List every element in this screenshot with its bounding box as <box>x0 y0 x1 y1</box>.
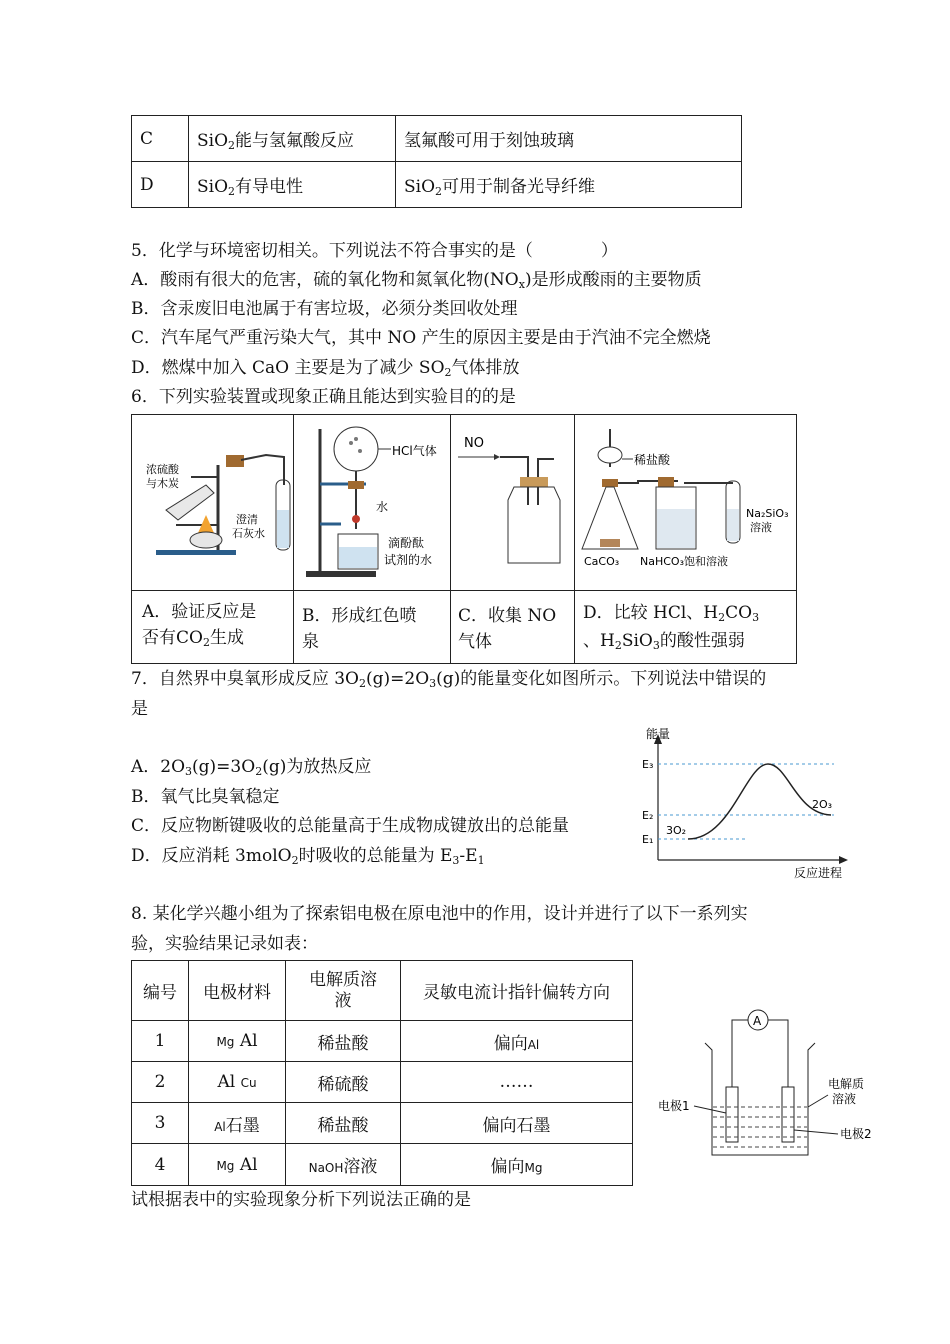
header-electrode: 电极材料 <box>189 961 286 1021</box>
row-electrodes: Mg Al <box>189 1144 286 1186</box>
electrolyte-label-1: 电解质 <box>828 1077 865 1091</box>
row-direction: 偏向石墨 <box>401 1103 633 1144</box>
e2-label: E₂ <box>642 809 654 822</box>
product-label: 2O₃ <box>812 798 833 811</box>
statement-cell: SiO$_2$能与氢氟酸反应 <box>189 116 396 162</box>
electrode-1-label: 电极1 <box>658 1099 690 1113</box>
label-conc-sulfuric: 浓硫酸 <box>146 463 179 476</box>
q7-option-a: A．$2O_3(g)=3O_2(g)$为放热反应 <box>131 757 372 778</box>
q5-option-b: B．含汞废旧电池属于有害垃圾，必须分类回收处理 <box>131 299 518 319</box>
q7-option-b: B．氧气比臭氧稳定 <box>131 787 280 807</box>
q7-option-c: C．反应物断键吸收的总能量高于生成物成键放出的总能量 <box>131 816 570 836</box>
figure-c-apparatus <box>454 425 572 585</box>
row-electrodes: Mg Al <box>189 1021 286 1062</box>
header-electrolyte: 电解质溶 液 <box>286 961 401 1021</box>
row-solution: 稀硫酸 <box>286 1062 401 1103</box>
row-num: 3 <box>132 1103 189 1144</box>
q8-results-table <box>131 960 633 1186</box>
energy-diagram <box>636 722 850 882</box>
q6-option-b: B．形成红色喷 泉 <box>302 606 417 652</box>
row-direction: …… <box>401 1062 633 1103</box>
ammeter-label: A <box>753 1014 762 1028</box>
energy-curve <box>688 764 831 839</box>
top-table <box>131 115 742 208</box>
header-direction: 灵敏电流计指针偏转方向 <box>401 961 633 1021</box>
table-row <box>132 1144 633 1186</box>
table-header-row <box>132 961 633 1021</box>
use-cell: SiO$_2$可用于制备光导纤维 <box>396 162 742 208</box>
label-dilute-hcl: 稀盐酸 <box>634 453 671 467</box>
row-label: C <box>132 116 189 162</box>
table-row <box>132 162 742 208</box>
electrode-2-label: 电极2 <box>840 1127 872 1141</box>
electrolyte-label-2: 溶液 <box>832 1092 857 1106</box>
figure-d-apparatus <box>578 419 794 587</box>
q6-stem: 6．下列实验装置或现象正确且能达到实验目的的是 <box>131 387 516 407</box>
label-na2sio3: Na₂SiO₃ <box>746 507 789 520</box>
row-electrodes: Al Cu <box>189 1062 286 1103</box>
table-row <box>132 1103 633 1144</box>
electrode-1 <box>726 1087 738 1142</box>
use-cell: 氢氟酸可用于刻蚀玻璃 <box>396 116 742 162</box>
label-reagent-water: 试剂的水 <box>384 553 433 567</box>
label-phenolphthalein: 滴酚酞 <box>388 536 425 550</box>
table-row <box>132 1021 633 1062</box>
q6-apparatus-table <box>131 414 797 664</box>
label-caco3: CaCO₃ <box>584 555 620 568</box>
q7-option-d: D．反应消耗 3molO$_2$时吸收的总能量为 $E_3-E_1$ <box>131 846 485 867</box>
label-solution: 溶液 <box>750 521 772 534</box>
label-limewater: 石灰水 <box>232 527 265 540</box>
label-nahco3: NaHCO₃饱和溶液 <box>640 555 728 568</box>
q5-option-c: C．汽车尾气严重污染大气，其中 NO 产生的原因主要是由于汽油不完全燃烧 <box>131 328 711 348</box>
row-electrodes: Al石墨 <box>189 1103 286 1144</box>
figure-b-apparatus <box>296 419 448 587</box>
q7-stem-line2: 是 <box>131 699 148 719</box>
galvanic-cell-diagram <box>650 995 880 1170</box>
header-num: 编号 <box>132 961 189 1021</box>
label-no: NO <box>464 436 484 451</box>
row-num: 1 <box>132 1021 189 1062</box>
row-num: 2 <box>132 1062 189 1103</box>
reactant-label: 3O₂ <box>666 824 687 837</box>
statement-cell: SiO$_2$有导电性 <box>189 162 396 208</box>
e1-label: E₁ <box>642 833 654 846</box>
row-solution: 稀盐酸 <box>286 1103 401 1144</box>
q8-stem-line1: 8. 某化学兴趣小组为了探索铝电极在原电池中的作用，设计并进行了以下一系列实 <box>131 904 748 924</box>
q5-option-d: D．燃煤中加入 CaO 主要是为了减少 $SO_2$气体排放 <box>131 358 520 379</box>
x-axis-label: 反应进程 <box>794 866 843 880</box>
q6-option-c: C．收集 NO 气体 <box>458 606 557 652</box>
table-row <box>132 116 742 162</box>
electrode-2 <box>782 1087 794 1142</box>
q8-stem-line2: 验，实验结果记录如表： <box>131 934 318 954</box>
label-water: 水 <box>376 500 389 514</box>
q5-stem: 5．化学与环境密切相关。下列说法不符合事实的是（ ） <box>131 241 618 261</box>
row-direction: 偏向Mg <box>401 1144 633 1186</box>
q8-tail: 试根据表中的实验现象分析下列说法正确的是 <box>131 1190 471 1210</box>
row-solution: NaOH溶液 <box>286 1144 401 1186</box>
label-charcoal: 与木炭 <box>146 477 179 490</box>
q6-option-d: D．比较 HCl、$H_2CO_3$ 、$H_2SiO_3$的酸性强弱 <box>583 603 760 652</box>
row-label: D <box>132 162 189 208</box>
q7-stem-line1: 7．自然界中臭氧形成反应 $3O_2(g)=2O_3(g)$的能量变化如图所示。下列说法中错误的 <box>131 669 767 690</box>
y-axis-label: 能量 <box>646 727 671 741</box>
row-direction: 偏向Al <box>401 1021 633 1062</box>
row-solution: 稀盐酸 <box>286 1021 401 1062</box>
label-clear: 澄清 <box>236 513 258 526</box>
label-hcl-gas: HCl气体 <box>392 444 437 458</box>
table-row <box>132 1062 633 1103</box>
e3-label: E₃ <box>642 758 654 771</box>
q5-option-a: A．酸雨有很大的危害，硫的氧化物和氮氧化物$(NO_x)$是形成酸雨的主要物质 <box>131 270 702 291</box>
q6-option-a: A．验证反应是 否有$CO_2$生成 <box>142 602 257 649</box>
row-num: 4 <box>132 1144 189 1186</box>
figure-a-apparatus <box>136 425 292 585</box>
